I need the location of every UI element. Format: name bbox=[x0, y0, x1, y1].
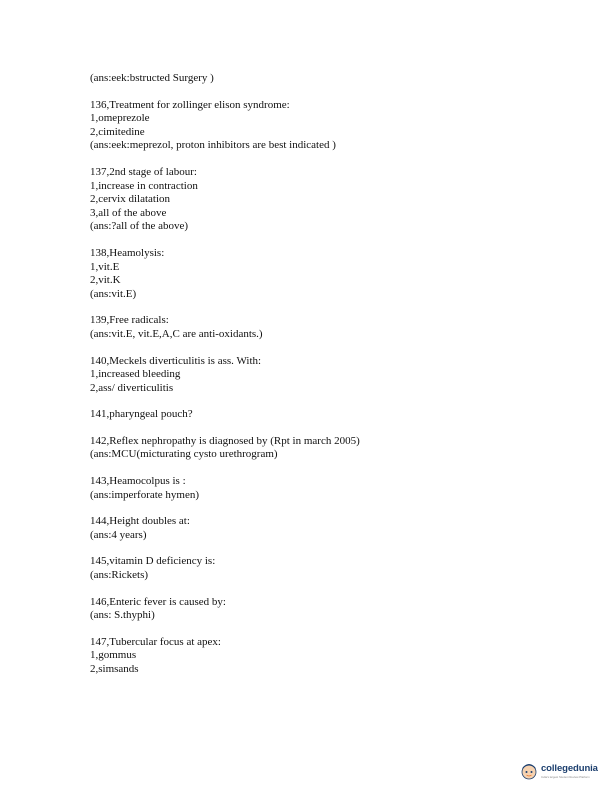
question-text: 146,Enteric fever is caused by: bbox=[90, 595, 226, 608]
question-text: 141,pharyngeal pouch? bbox=[90, 408, 193, 421]
option-text: 2,simsands bbox=[90, 663, 139, 675]
option-text: 2,cervix dilatation bbox=[90, 193, 171, 206]
question-block bbox=[90, 247, 570, 301]
question-block bbox=[90, 314, 570, 341]
logo-name: collegedunia bbox=[541, 762, 598, 774]
option-text: 1,increased bleeding bbox=[90, 368, 181, 381]
collegedunia-logo[interactable] bbox=[519, 758, 609, 784]
document-body bbox=[90, 72, 570, 690]
question-text: 139,Free radicals: bbox=[90, 314, 169, 327]
question-block bbox=[90, 555, 570, 582]
question-block bbox=[90, 636, 570, 677]
question-block bbox=[90, 475, 570, 502]
question-block bbox=[90, 596, 570, 623]
question-text: 136,Treatment for zollinger elison syndrome: bbox=[90, 98, 290, 111]
question-block bbox=[90, 408, 570, 422]
question-text: 144,Height doubles at: bbox=[90, 515, 190, 528]
question-block bbox=[90, 515, 570, 542]
option-text: 3,all of the above bbox=[90, 206, 167, 219]
option-text: 1,vit.E bbox=[90, 260, 120, 273]
answer-text: (ans:eek:meprezol, proton inhibitors are best indicated ) bbox=[90, 139, 336, 152]
question-block bbox=[90, 72, 570, 86]
question-text: 137,2nd stage of labour: bbox=[90, 165, 197, 178]
question-text: 140,Meckels diverticulitis is ass. With: bbox=[90, 354, 262, 367]
question-block bbox=[90, 355, 570, 396]
question-block bbox=[90, 435, 570, 462]
question-text: 138,Heamolysis: bbox=[90, 246, 165, 259]
logo-text bbox=[541, 764, 598, 779]
answer-text: (ans:Rickets) bbox=[90, 569, 149, 582]
question-text: 145,vitamin D deficiency is: bbox=[90, 555, 216, 568]
option-text: 1,increase in contraction bbox=[90, 179, 198, 192]
mascot-icon bbox=[519, 761, 539, 781]
answer-text: (ans:MCU(micturating cysto urethrogram) bbox=[90, 448, 278, 461]
logo-tagline: India's largest Student Review Platform bbox=[541, 774, 590, 779]
question-text: 143,Heamocolpus is : bbox=[90, 475, 186, 488]
answer-text: (ans:vit.E) bbox=[90, 287, 137, 300]
option-text: 2,cimitedine bbox=[90, 125, 145, 138]
question-text: 147,Tubercular focus at apex: bbox=[90, 635, 221, 648]
option-text: 1,gommus bbox=[90, 649, 137, 662]
option-text: 2,vit.K bbox=[90, 274, 121, 287]
option-text: 1,omeprezole bbox=[90, 112, 150, 125]
answer-text: (ans:imperforate hymen) bbox=[90, 488, 200, 501]
answer-text: (ans:?all of the above) bbox=[90, 220, 189, 233]
answer-text: (ans:vit.E, vit.E,A,C are anti-oxidants.) bbox=[90, 327, 263, 340]
text-line: (ans:eek:bstructed Surgery ) bbox=[90, 72, 214, 84]
option-text: 2,ass/ diverticulitis bbox=[90, 381, 174, 394]
question-text: 142,Reflex nephropathy is diagnosed by (Rpt in march 2005) bbox=[90, 434, 360, 447]
question-block bbox=[90, 166, 570, 234]
answer-text: (ans: S.thyphi) bbox=[90, 609, 155, 622]
answer-text: (ans:4 years) bbox=[90, 528, 147, 541]
question-block bbox=[90, 99, 570, 153]
